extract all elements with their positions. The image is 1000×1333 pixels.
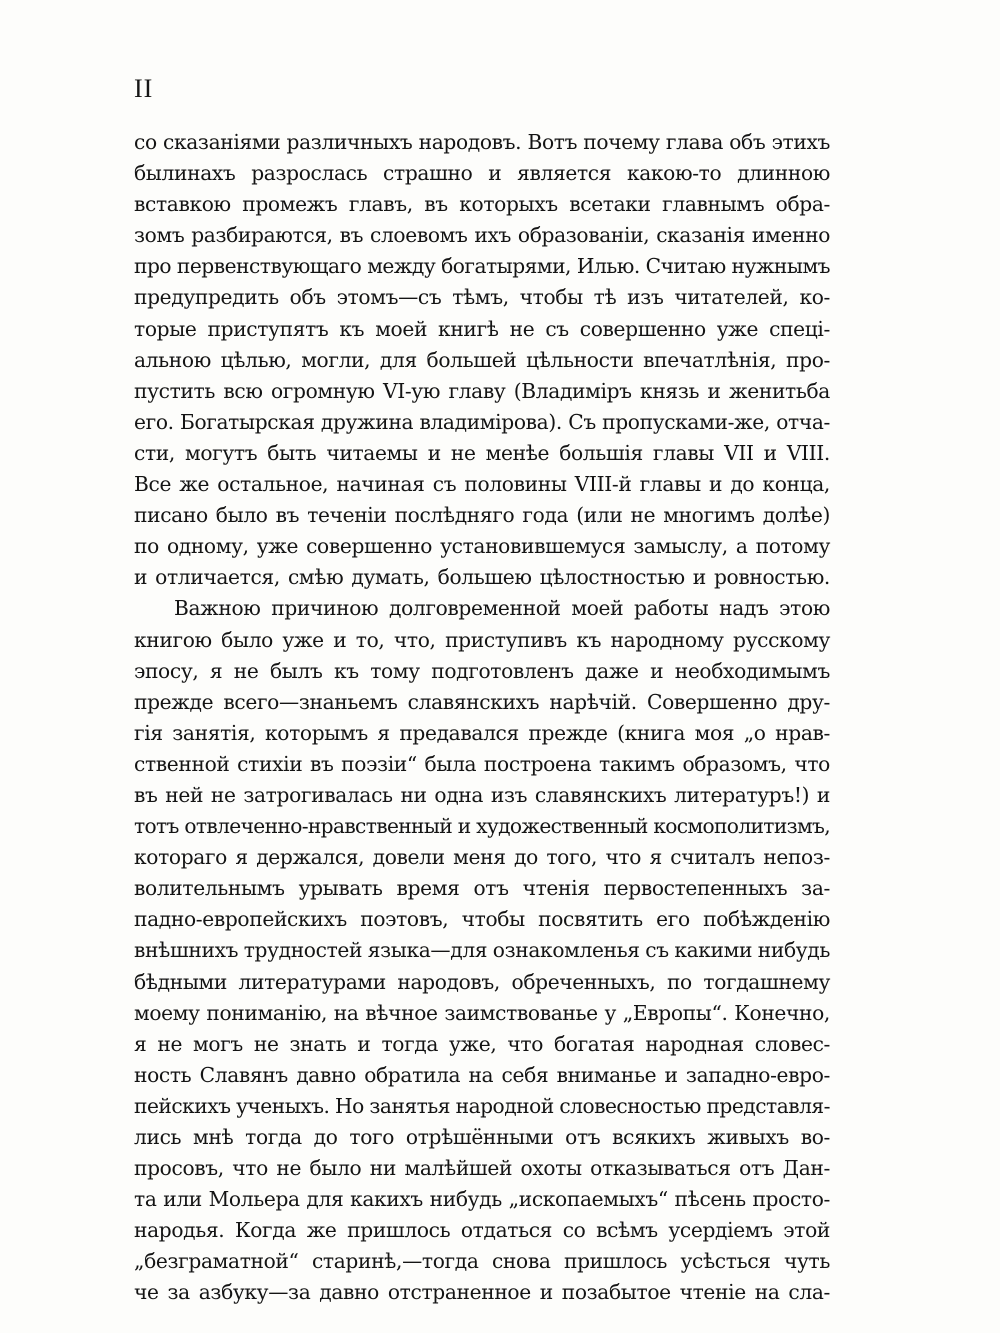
text-line: зомъ разбираются, въ слоевомъ ихъ образованіи, сказанія именно [134, 223, 830, 248]
text-line: торые приступятъ къ моей книгѣ не съ совершенно уже спеці- [134, 316, 830, 341]
text-line: сти, могутъ быть читаемы и не менѣе большія главы VII и VIII. [134, 440, 830, 465]
text-line: со сказаніями различныхъ народовъ. Вотъ почему глава объ этихъ [134, 130, 830, 154]
text-line: падно-европейскихъ поэтовъ, чтобы посвятить его побѣжденію [134, 907, 830, 932]
text-line: альною цѣлью, могли, для большей цѣльности впечатлѣнія, про- [134, 347, 830, 372]
text-line: просовъ, что не было ни малѣйшей охоты отказываться отъ Дан- [134, 1156, 830, 1181]
text-line: Важною причиною долговременной моей работы надъ этою [174, 596, 830, 621]
text-line: моему пониманію, на вѣчное заимствованье у „Европы“. Конечно, [134, 1000, 830, 1025]
text-line: ственной стихіи въ поэзіи“ была построена такимъ образомъ, что [134, 751, 830, 776]
text-line: и отличается, смѣю думать, большею цѣлостностью и ровностью. [134, 565, 830, 590]
text-line: гія занятія, которымъ я предавался прежде (книга моя „о нрав- [134, 720, 830, 745]
text-line: та или Мольера для какихъ нибудь „ископаемыхъ“ пѣсень просто- [134, 1187, 830, 1212]
text-line: вставкою промежъ главъ, въ которыхъ всетаки главнымъ обра- [134, 192, 830, 217]
text-line: пейскихъ ученыхъ. Но занятья народной словесностью представля- [134, 1093, 830, 1118]
text-line: прежде всего—знаньемъ славянскихъ нарѣчій. Совершенно дру- [134, 689, 830, 714]
text-line: въ ней не затрогивалась ни одна изъ славянскихъ литературъ!) и [134, 782, 830, 807]
text-line: про первенствующаго между богатырями, Илью. Считаю нужнымъ [134, 254, 830, 279]
page-number: II [134, 74, 154, 103]
text-line: эпосу, я не былъ къ тому подготовленъ даже и необходимымъ [134, 658, 830, 683]
body-text [134, 127, 830, 1309]
paragraph-2 [134, 593, 830, 1308]
text-line: былинахъ разрослась страшно и является какою-то длинною [134, 161, 830, 186]
text-line: предупредить объ этомъ—съ тѣмъ, чтобы тѣ изъ читателей, ко- [134, 285, 830, 310]
text-line: пустить всю огромную VI-ую главу (Владиміръ князь и женитьба [134, 378, 830, 403]
text-line: внѣшнихъ трудностей языка—для ознакомленья съ какими нибудь [134, 938, 830, 963]
text-line: ность Славянъ давно обратила на себя вниманье и западно-евро- [134, 1062, 830, 1087]
text-line: Все же остальное, начиная съ половины VIII-й главы и до конца, [134, 472, 830, 497]
paragraph-1 [134, 127, 830, 593]
text-line: „безграматной“ старинѣ,—тогда снова пришлось усѣсться чуть [134, 1249, 830, 1274]
text-line: волительнымъ урывать время отъ чтенія первостепенныхъ за- [134, 876, 830, 901]
text-line: че за азбуку—за давно отстраненное и позабытое чтеніе на сла- [134, 1280, 830, 1305]
text-line: бѣдными литературами народовъ, обреченныхъ, по тогдашнему [134, 969, 830, 994]
text-line: книгою было уже и то, что, приступивъ къ народному русскому [134, 627, 830, 652]
text-line: лись мнѣ тогда до того отрѣшёнными отъ всякихъ живыхъ во- [134, 1125, 830, 1149]
text-line: писано было въ теченіи послѣдняго года (или не многимъ долѣе) [134, 503, 830, 528]
text-line: я не могъ не знать и тогда уже, что богатая народная словес- [134, 1031, 830, 1056]
text-line: по одному, уже совершенно установившемуся замыслу, а потому [134, 534, 830, 559]
text-line: народья. Когда же пришлось отдаться со всѣмъ усердіемъ этой [134, 1218, 830, 1243]
text-line: его. Богатырская дружина владимірова). Съ пропусками-же, отча- [134, 409, 830, 434]
text-line: тотъ отвлеченно-нравственный и художественный космополитизмъ, [134, 814, 830, 839]
text-line: котораго я держался, довели меня до того, что я считалъ непоз- [134, 845, 830, 870]
